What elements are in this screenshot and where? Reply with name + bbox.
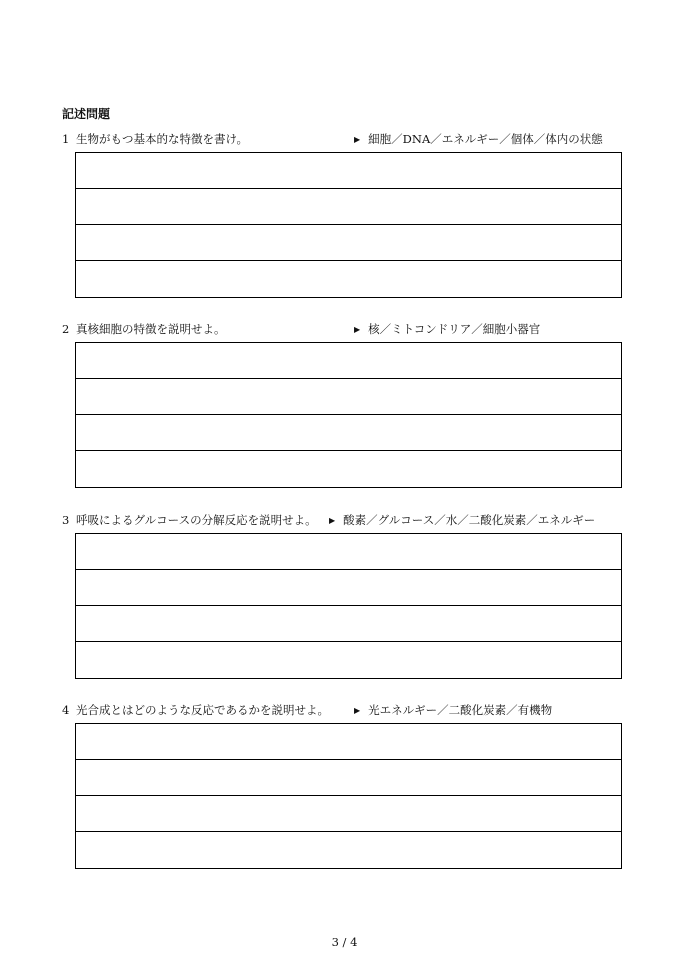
hint (329, 510, 595, 531)
answer-line[interactable] (76, 606, 621, 642)
section-title: 記述問題 (62, 107, 111, 121)
answer-line[interactable] (76, 343, 621, 379)
hint (354, 700, 552, 721)
hint (354, 129, 603, 150)
question-number: 4 (62, 703, 70, 717)
question-4 (62, 700, 628, 720)
hint (354, 319, 540, 340)
question-number: 2 (62, 322, 70, 336)
question-1 (62, 129, 628, 149)
answer-line[interactable] (76, 225, 621, 261)
page-number: 3 / 4 (331, 935, 358, 949)
answer-line[interactable] (76, 832, 621, 868)
answer-line[interactable] (76, 189, 621, 225)
answer-line[interactable] (76, 570, 621, 606)
triangle-arrow-icon: ▶ (354, 325, 361, 334)
question-header (62, 319, 628, 339)
answer-box[interactable] (75, 723, 622, 869)
question-3 (62, 510, 628, 530)
question-number: 1 (62, 132, 70, 146)
answer-line[interactable] (76, 153, 621, 189)
hint-keywords: 核／ミトコンドリア／細胞小器官 (368, 322, 541, 336)
answer-line[interactable] (76, 724, 621, 760)
triangle-arrow-icon: ▶ (329, 516, 336, 525)
question-header (62, 129, 628, 149)
triangle-arrow-icon: ▶ (354, 706, 361, 715)
hint-keywords: 酸素／グルコース／水／二酸化炭素／エネルギー (343, 513, 596, 527)
answer-line[interactable] (76, 415, 621, 451)
question-text: 真核細胞の特徴を説明せよ。 (76, 322, 226, 336)
answer-box[interactable] (75, 152, 622, 298)
question-number: 3 (62, 513, 70, 527)
hint-keywords: 細胞／DNA／エネルギー／個体／体内の状態 (368, 132, 603, 146)
answer-box[interactable] (75, 342, 622, 488)
question-2 (62, 319, 628, 339)
question-text: 生物がもつ基本的な特徴を書け。 (76, 132, 249, 146)
question-header (62, 510, 628, 530)
triangle-arrow-icon: ▶ (354, 135, 361, 144)
answer-line[interactable] (76, 796, 621, 832)
question-text: 光合成とはどのような反応であるかを説明せよ。 (76, 703, 329, 717)
answer-line[interactable] (76, 261, 621, 297)
answer-line[interactable] (76, 642, 621, 678)
answer-line[interactable] (76, 379, 621, 415)
hint-keywords: 光エネルギー／二酸化炭素／有機物 (368, 703, 553, 717)
answer-line[interactable] (76, 760, 621, 796)
answer-line[interactable] (76, 534, 621, 570)
answer-box[interactable] (75, 533, 622, 679)
question-text: 呼吸によるグルコースの分解反応を説明せよ。 (76, 513, 317, 527)
answer-line[interactable] (76, 451, 621, 487)
question-header (62, 700, 628, 720)
